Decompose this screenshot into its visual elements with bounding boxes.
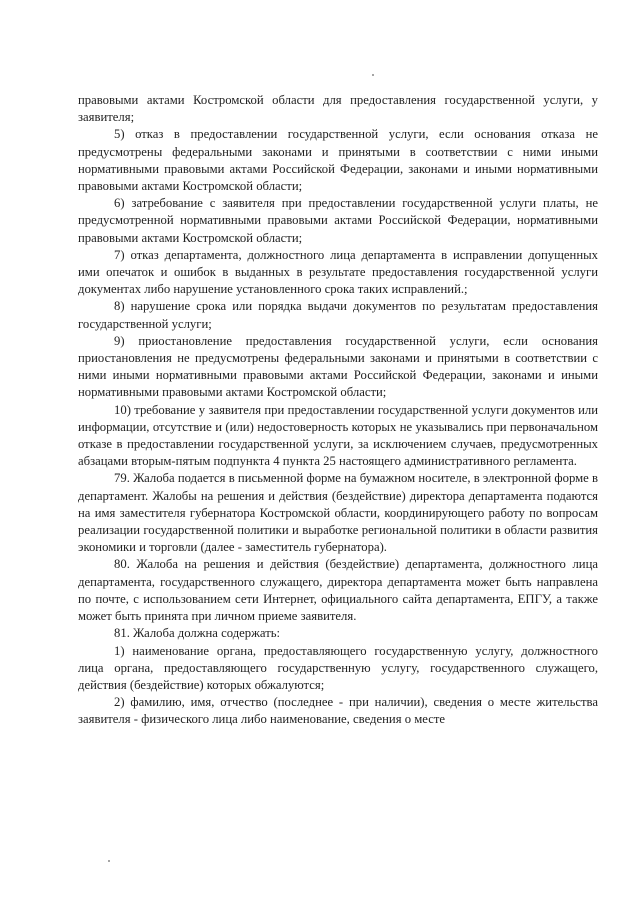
paragraph-item-10: 10) требование у заявителя при предоставлении государственной услуги документов или информации, отсутствие и (или) недостоверность которых не указывались при первоначальном отказе в предоставлении государственной услуги, за исключением случаев, предусмотренных абзацами вторым-пятым подпункта 4 пункта 25 настоящего административного регламента. xyxy=(78,402,598,469)
paragraph-81: 81. Жалоба должна содержать: xyxy=(114,626,281,641)
paragraph-item-8: 8) нарушение срока или порядка выдачи документов по результатам предоставления государственной услуги; xyxy=(78,299,598,331)
paragraph-continuation: правовыми актами Костромской области для предоставления государственной услуги, у заявителя; xyxy=(78,93,598,125)
scan-speck-top xyxy=(372,74,374,76)
paragraph-80: 80. Жалоба на решения и действия (бездействие) департамента, должностного лица департамента, государственного служащего, директора департамента может быть направлена по почте, с использованием сети Интернет, официального сайта департамента, ЕПГУ, а также может быть принята при личном приеме заявителя. xyxy=(78,557,598,624)
paragraph-item-5: 5) отказ в предоставлении государственной услуги, если основания отказа не предусмотрены федеральными законами и принятыми в соответствии с ними иными нормативными правовыми актами Российской Федерации, законами и иными нормативными правовыми актами Костромской области; xyxy=(78,127,598,194)
paragraph-item-7: 7) отказ департамента, должностного лица департамента в исправлении допущенных ими опечаток и ошибок в выданных в результате предоставления государственной услуги документах либо нарушение установленного срока таких исправлений.; xyxy=(78,247,598,297)
paragraph-79: 79. Жалоба подается в письменной форме на бумажном носителе, в электронной форме в департамент. Жалобы на решения и действия (бездействие) директора департамента подаются на имя заместителя губернатора Костромской области, координирующего работу по вопросам реализации государственной политики и выработке региональной политики в области развития экономики и торговли (далее - заместитель губернатора). xyxy=(78,471,598,555)
paragraph-item-9: 9) приостановление предоставления государственной услуги, если основания приостановления не предусмотрены федеральными законами и принятыми в соответствии с ними иными нормативными правовыми актами Российской Федерации, законами и иными нормативными правовыми актами Костромской области; xyxy=(78,333,598,400)
paragraph-81-item-2: 2) фамилию, имя, отчество (последнее - при наличии), сведения о месте жительства заявителя - физического лица либо наименование, сведения о месте xyxy=(78,695,598,727)
paragraph-item-6: 6) затребование с заявителя при предоставлении государственной услуги платы, не предусмотренной нормативными правовыми актами Российской Федерации, нормативными правовыми актами Костромской области; xyxy=(78,196,598,245)
scan-speck-bottom xyxy=(108,860,110,862)
document-body xyxy=(78,92,598,729)
paragraph-81-item-1: 1) наименование органа, предоставляющего государственную услугу, должностного лица органа, предоставляющего государственную услугу, государственного служащего, действия (бездействие) которых обжалуются; xyxy=(78,643,598,692)
